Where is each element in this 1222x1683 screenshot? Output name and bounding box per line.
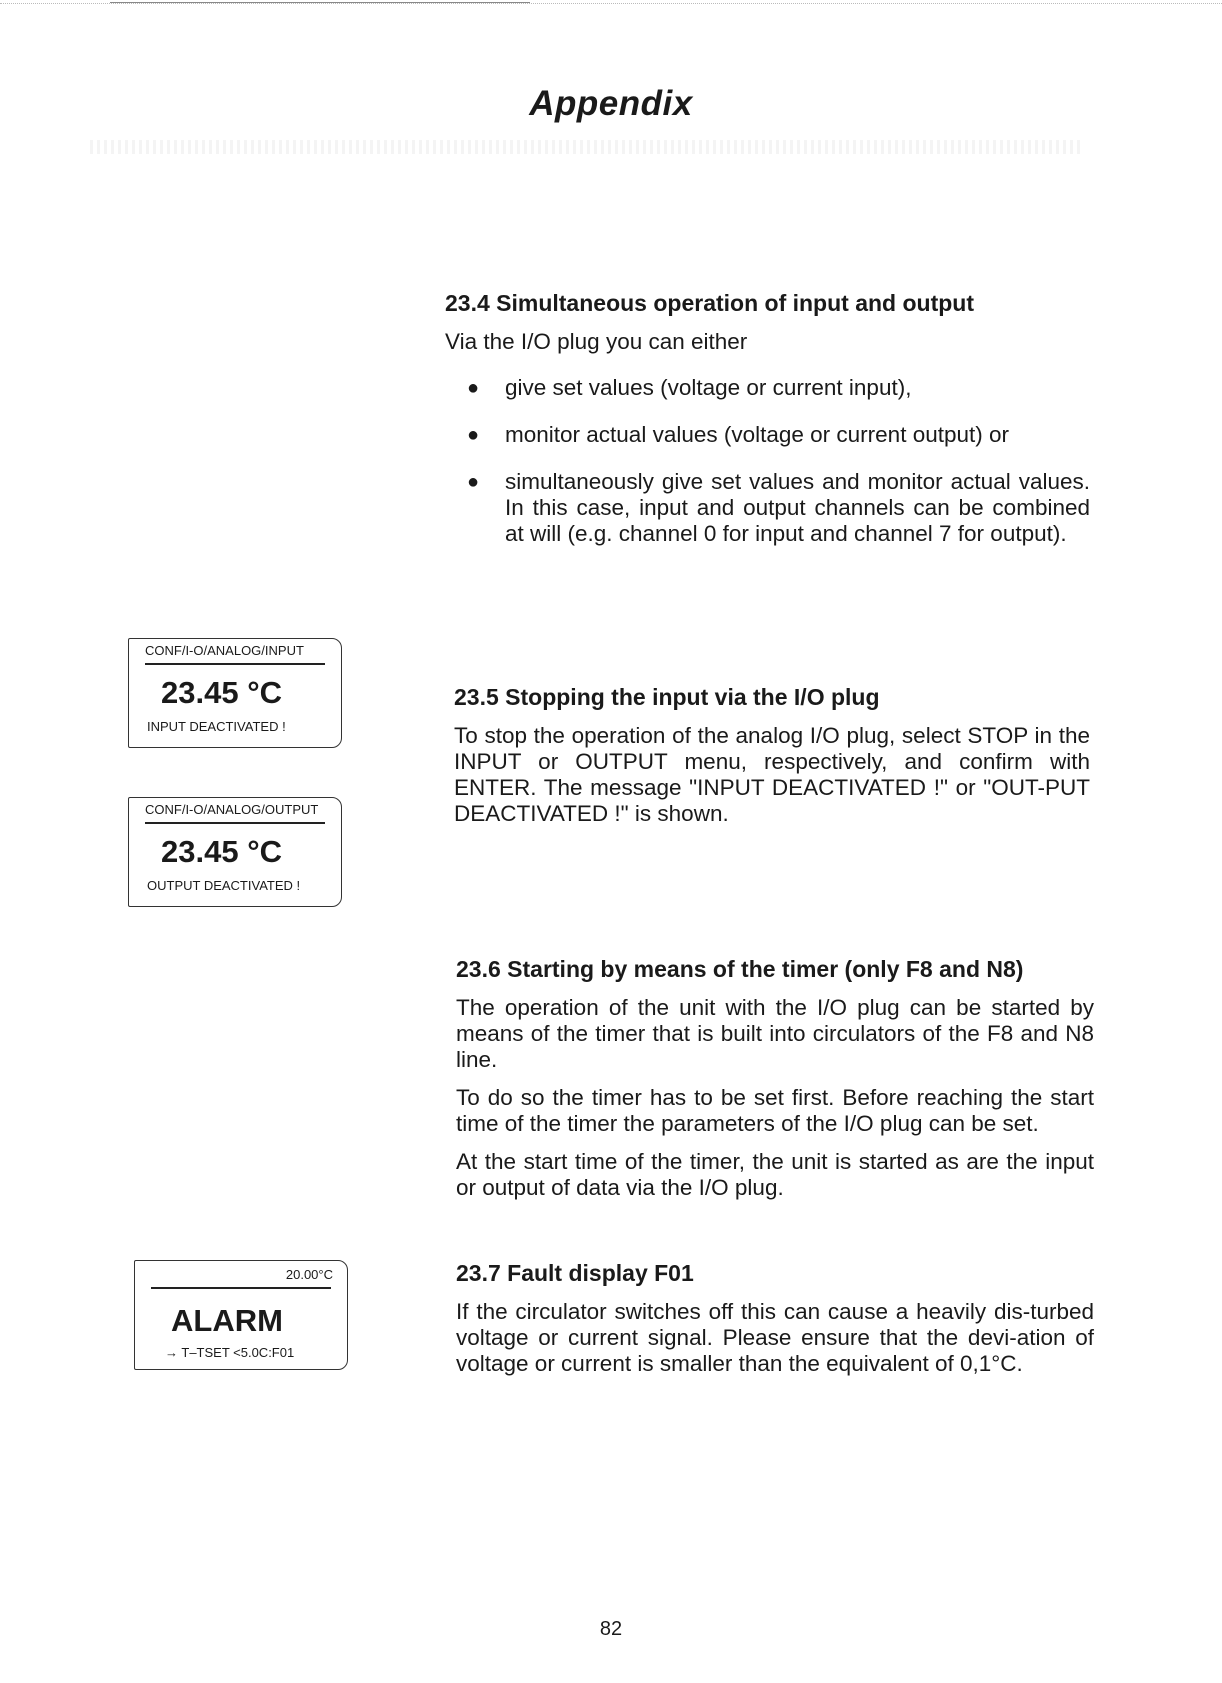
section-body: To stop the operation of the analog I/O plug, select STOP in the INPUT or OUTPUT menu, respectively, and confirm with ENTER. The message "INPUT DEACTIVATED !" or "OUT-PUT DEACTIVATED !" is shown.: [454, 723, 1090, 826]
section-23-6: [456, 956, 1094, 1213]
display-temperature: 20.00°C: [285, 1267, 333, 1282]
display-value: 23.45 °C: [161, 834, 282, 869]
display-output-deactivated: [128, 797, 342, 907]
section-heading: 23.7 Fault display F01: [456, 1260, 694, 1286]
section-paragraph: To do so the timer has to be set first. Before reaching the start time of the timer the parameters of the I/O plug can be set.: [456, 1085, 1094, 1136]
display-alarm: [134, 1260, 348, 1370]
bullet-icon: ●: [467, 424, 480, 446]
display-message: OUTPUT DEACTIVATED !: [147, 878, 301, 893]
section-23-5: [454, 684, 1090, 839]
section-heading: 23.5 Stopping the input via the I/O plug: [454, 684, 880, 710]
list-item: [445, 469, 1090, 547]
alarm-title: ALARM: [171, 1303, 283, 1338]
display-input-deactivated: [128, 638, 342, 748]
display-divider: [145, 822, 325, 824]
display-value: 23.45 °C: [161, 675, 282, 710]
display-divider: [151, 1287, 331, 1289]
section-23-7: [456, 1260, 1094, 1389]
bullet-icon: ●: [467, 377, 480, 399]
section-23-4: [445, 290, 1090, 568]
bullet-icon: ●: [467, 471, 480, 493]
page-title: Appendix: [529, 84, 693, 123]
scan-artifact-band: [90, 140, 1080, 154]
list-item-text: give set values (voltage or current input),: [505, 375, 912, 400]
section-heading: 23.4 Simultaneous operation of input and output: [445, 290, 974, 316]
section-body: If the circulator switches off this can cause a heavily dis-turbed voltage or current signal. Please ensure that the devi-ation of voltage or current is smaller than the equivalent of 0,1°C.: [456, 1299, 1094, 1376]
display-path: CONF/I-O/ANALOG/INPUT: [145, 643, 304, 658]
display-path: CONF/I-O/ANALOG/OUTPUT: [145, 802, 319, 817]
section-intro: Via the I/O plug you can either: [445, 329, 748, 354]
list-item: [445, 375, 1090, 401]
scan-edge-line: [0, 3, 1222, 4]
list-item-text: simultaneously give set values and monitor actual values. In this case, input and output channels can be combined at will (e.g. channel 0 for input and channel 7 for output).: [505, 469, 1090, 546]
bullet-list: [445, 375, 1090, 547]
list-item: [445, 422, 1090, 448]
scan-edge-rule: [110, 2, 530, 3]
alarm-message: → T–TSET <5.0C:F01: [165, 1345, 295, 1360]
display-message: INPUT DEACTIVATED !: [147, 719, 286, 734]
section-paragraph: At the start time of the timer, the unit is started as are the input or output of data via the I/O plug.: [456, 1149, 1094, 1200]
section-paragraph: The operation of the unit with the I/O plug can be started by means of the timer that is built into circulators of the F8 and N8 line.: [456, 995, 1094, 1072]
page-number: 82: [599, 1618, 623, 1640]
list-item-text: monitor actual values (voltage or current output) or: [505, 422, 1009, 447]
display-divider: [145, 663, 325, 665]
section-heading: 23.6 Starting by means of the timer (only F8 and N8): [456, 956, 1024, 982]
